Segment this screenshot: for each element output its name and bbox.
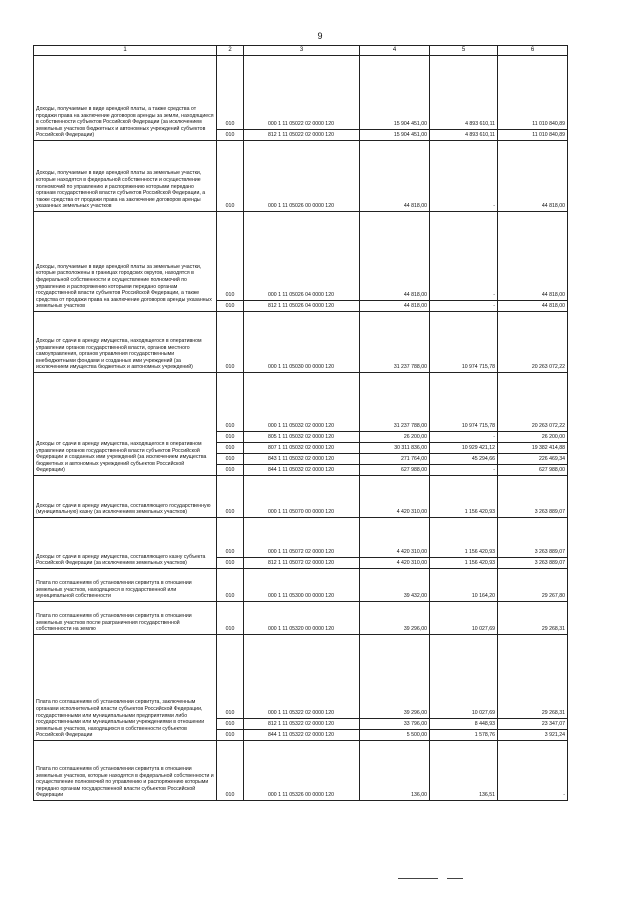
approved-amount: 136,00 (360, 741, 430, 801)
line-code: 010 (217, 301, 244, 312)
row-name: Доходы, получаемые в виде арендной платы за земельные участки, которые расположены в границах городских округов, находятся в федеральной собственности и осуществление полномочий по управлению и распоряжению которыми передано органам государственной власти субъектов Российской Федерации, а также средства от продажи права на заключение договоров аренды указанных земельных участков (34, 212, 217, 312)
approved-amount: 44 818,00 (360, 301, 430, 312)
budget-code: 000 1 11 05070 00 0000 120 (244, 476, 360, 518)
executed-amount: - (430, 301, 498, 312)
unexecuted-amount: 44 818,00 (498, 301, 568, 312)
budget-code: 844 1 11 05322 02 0000 120 (244, 730, 360, 741)
row-name: Доходы от сдачи в аренду имущества, находящегося в оперативном управлении органов государственной власти субъектов Российской Федерации и созданных ими учреждений (за исключением имущества бюджетных и автономных учреждений субъектов Российской Федерации) (34, 373, 217, 476)
line-code: 010 (217, 56, 244, 130)
row-name: Доходы от сдачи в аренду имущества, находящегося в оперативном управлении органов государственной власти, органов местного самоуправления, органов управления государственными внебюджетными фондами и созданных ими учреждений (за исключением имущества бюджетных и автономных учреждений) (34, 312, 217, 373)
unexecuted-amount: 29 268,31 (498, 635, 568, 719)
approved-amount: 26 200,00 (360, 432, 430, 443)
line-code: 010 (217, 443, 244, 454)
approved-amount: 5 500,00 (360, 730, 430, 741)
unexecuted-amount: - (498, 741, 568, 801)
header-col-4: 4 (360, 46, 430, 56)
budget-code: 000 1 11 05300 00 0000 120 (244, 569, 360, 602)
line-code: 010 (217, 476, 244, 518)
table-row (34, 312, 568, 373)
approved-amount: 39 296,00 (360, 602, 430, 635)
table-row (34, 141, 568, 212)
budget-code: 000 1 11 05320 00 0000 120 (244, 602, 360, 635)
budget-revenue-table (33, 45, 568, 801)
budget-code: 844 1 11 05032 02 0000 120 (244, 465, 360, 476)
table-row (34, 212, 568, 301)
line-code: 010 (217, 212, 244, 301)
budget-code: 000 1 11 05030 00 0000 120 (244, 312, 360, 373)
row-name: Доходы от сдачи в аренду имущества, составляющего казну субъекта Российской Федерации (за исключением земельных участков) (34, 518, 217, 569)
executed-amount: - (430, 141, 498, 212)
unexecuted-amount: 627 988,00 (498, 465, 568, 476)
line-code: 010 (217, 130, 244, 141)
budget-code: 812 1 11 05072 02 0000 120 (244, 558, 360, 569)
line-code: 010 (217, 465, 244, 476)
approved-amount: 4 420 310,00 (360, 558, 430, 569)
table-row (34, 741, 568, 801)
executed-amount: 8 448,93 (430, 719, 498, 730)
executed-amount: 10 974 715,78 (430, 373, 498, 432)
line-code: 010 (217, 719, 244, 730)
table-row (34, 56, 568, 130)
executed-amount: 4 893 610,11 (430, 56, 498, 130)
row-name: Плата по соглашениям об установлении сервитута в отношении земельных участков после разграничения государственной собственности на землю (34, 602, 217, 635)
executed-amount: 1 156 420,93 (430, 558, 498, 569)
line-code: 010 (217, 373, 244, 432)
executed-amount: 10 164,20 (430, 569, 498, 602)
executed-amount: 10 027,69 (430, 635, 498, 719)
table-row (34, 569, 568, 602)
approved-amount: 4 420 310,00 (360, 476, 430, 518)
line-code: 010 (217, 558, 244, 569)
approved-amount: 15 904 451,00 (360, 130, 430, 141)
budget-code: 805 1 11 05032 02 0000 120 (244, 432, 360, 443)
row-name: Доходы, получаемые в виде арендной платы за земельные участки, которые находятся в федеральной собственности и осуществление полномочий по управлению и распоряжению которыми передано органам государственной власти субъектов Российской Федерации, а также средства от продажи права на заключение договоров аренды указанных земельных участков (34, 141, 217, 212)
line-code: 010 (217, 635, 244, 719)
budget-code: 000 1 11 05072 02 0000 120 (244, 518, 360, 558)
unexecuted-amount: 29 268,31 (498, 602, 568, 635)
approved-amount: 39 296,00 (360, 635, 430, 719)
unexecuted-amount: 226 469,34 (498, 454, 568, 465)
budget-code: 000 1 11 05026 04 0000 120 (244, 212, 360, 301)
unexecuted-amount: 11 010 840,89 (498, 130, 568, 141)
row-name: Плата по соглашениям об установлении сервитута, заключенным органами исполнительной власти субъектов Российской Федерации, государственными или муниципальными предприятиями либо государственными или муниципальными учреждениями в отношении земельных участков, находящихся в собственности субъектов Российской Федерации (34, 635, 217, 741)
budget-code: 812 1 11 05026 04 0000 120 (244, 301, 360, 312)
line-code: 010 (217, 741, 244, 801)
approved-amount: 31 237 788,00 (360, 312, 430, 373)
unexecuted-amount: 11 010 840,89 (498, 56, 568, 130)
unexecuted-amount: 44 818,00 (498, 212, 568, 301)
approved-amount: 30 311 836,00 (360, 443, 430, 454)
unexecuted-amount: 44 818,00 (498, 141, 568, 212)
executed-amount: 136,51 (430, 741, 498, 801)
line-code: 010 (217, 569, 244, 602)
executed-amount: 10 027,69 (430, 602, 498, 635)
executed-amount: 1 578,76 (430, 730, 498, 741)
line-code: 010 (217, 141, 244, 212)
row-name: Плата по соглашениям об установлении сервитута в отношении земельных участков, которые находятся в федеральной собственности и осуществление полномочий по управлению и распоряжению которыми передано органам государственной власти субъектов Российской Федерации (34, 741, 217, 801)
executed-amount: - (430, 432, 498, 443)
approved-amount: 31 237 788,00 (360, 373, 430, 432)
page-number: 9 (317, 31, 323, 41)
line-code: 010 (217, 518, 244, 558)
table-row (34, 373, 568, 432)
budget-code: 000 1 11 05326 00 0000 120 (244, 741, 360, 801)
executed-amount: 4 893 610,11 (430, 130, 498, 141)
approved-amount: 4 420 310,00 (360, 518, 430, 558)
header-col-1: 1 (34, 46, 217, 56)
unexecuted-amount: 29 267,80 (498, 569, 568, 602)
header-col-5: 5 (430, 46, 498, 56)
table-row (34, 602, 568, 635)
table-row (34, 476, 568, 518)
executed-amount: 10 929 421,12 (430, 443, 498, 454)
unexecuted-amount: 19 382 414,88 (498, 443, 568, 454)
unexecuted-amount: 26 200,00 (498, 432, 568, 443)
budget-code: 807 1 11 05032 02 0000 120 (244, 443, 360, 454)
line-code: 010 (217, 312, 244, 373)
unexecuted-amount: 3 921,24 (498, 730, 568, 741)
header-col-3: 3 (244, 46, 360, 56)
approved-amount: 271 764,00 (360, 454, 430, 465)
approved-amount: 39 432,00 (360, 569, 430, 602)
executed-amount: 10 974 715,78 (430, 312, 498, 373)
approved-amount: 33 796,00 (360, 719, 430, 730)
budget-code: 812 1 11 05322 02 0000 120 (244, 719, 360, 730)
header-col-2: 2 (217, 46, 244, 56)
unexecuted-amount: 3 263 889,07 (498, 476, 568, 518)
executed-amount: 45 294,66 (430, 454, 498, 465)
executed-amount: - (430, 465, 498, 476)
approved-amount: 44 818,00 (360, 212, 430, 301)
row-name: Доходы, получаемые в виде арендной платы, а также средства от продажи права на заключение договоров аренды за земли, находящиеся в собственности субъектов Российской Федерации (за исключением земельных участков бюджетных и автономных учреждений субъектов Российской Федерации) (34, 56, 217, 141)
budget-code: 843 1 11 05032 02 0000 120 (244, 454, 360, 465)
line-code: 010 (217, 432, 244, 443)
row-name: Плата по соглашениям об установлении сервитута в отношении земельных участков, находящихся в государственной или муниципальной собственности (34, 569, 217, 602)
approved-amount: 44 818,00 (360, 141, 430, 212)
budget-code: 000 1 11 05026 00 0000 120 (244, 141, 360, 212)
budget-code: 812 1 11 05022 02 0000 120 (244, 130, 360, 141)
unexecuted-amount: 3 263 889,07 (498, 558, 568, 569)
row-name: Доходы от сдачи в аренду имущества, составляющего государственную (муниципальную) казну (за исключением земельных участков) (34, 476, 217, 518)
approved-amount: 15 904 451,00 (360, 56, 430, 130)
budget-code: 000 1 11 05322 02 0000 120 (244, 635, 360, 719)
unexecuted-amount: 23 347,07 (498, 719, 568, 730)
budget-code: 000 1 11 05032 02 0000 120 (244, 373, 360, 432)
unexecuted-amount: 3 263 889,07 (498, 518, 568, 558)
executed-amount: 1 156 420,93 (430, 518, 498, 558)
header-col-6: 6 (498, 46, 568, 56)
approved-amount: 627 988,00 (360, 465, 430, 476)
table-row (34, 518, 568, 558)
unexecuted-amount: 20 263 072,22 (498, 312, 568, 373)
line-code: 010 (217, 730, 244, 741)
table-row (34, 635, 568, 719)
header-row (34, 46, 568, 56)
line-code: 010 (217, 454, 244, 465)
footer-rule-right (447, 878, 463, 879)
line-code: 010 (217, 602, 244, 635)
unexecuted-amount: 20 263 072,22 (498, 373, 568, 432)
footer-rule-left (398, 878, 438, 879)
budget-code: 000 1 11 05022 02 0000 120 (244, 56, 360, 130)
executed-amount: 1 156 420,93 (430, 476, 498, 518)
executed-amount: - (430, 212, 498, 301)
